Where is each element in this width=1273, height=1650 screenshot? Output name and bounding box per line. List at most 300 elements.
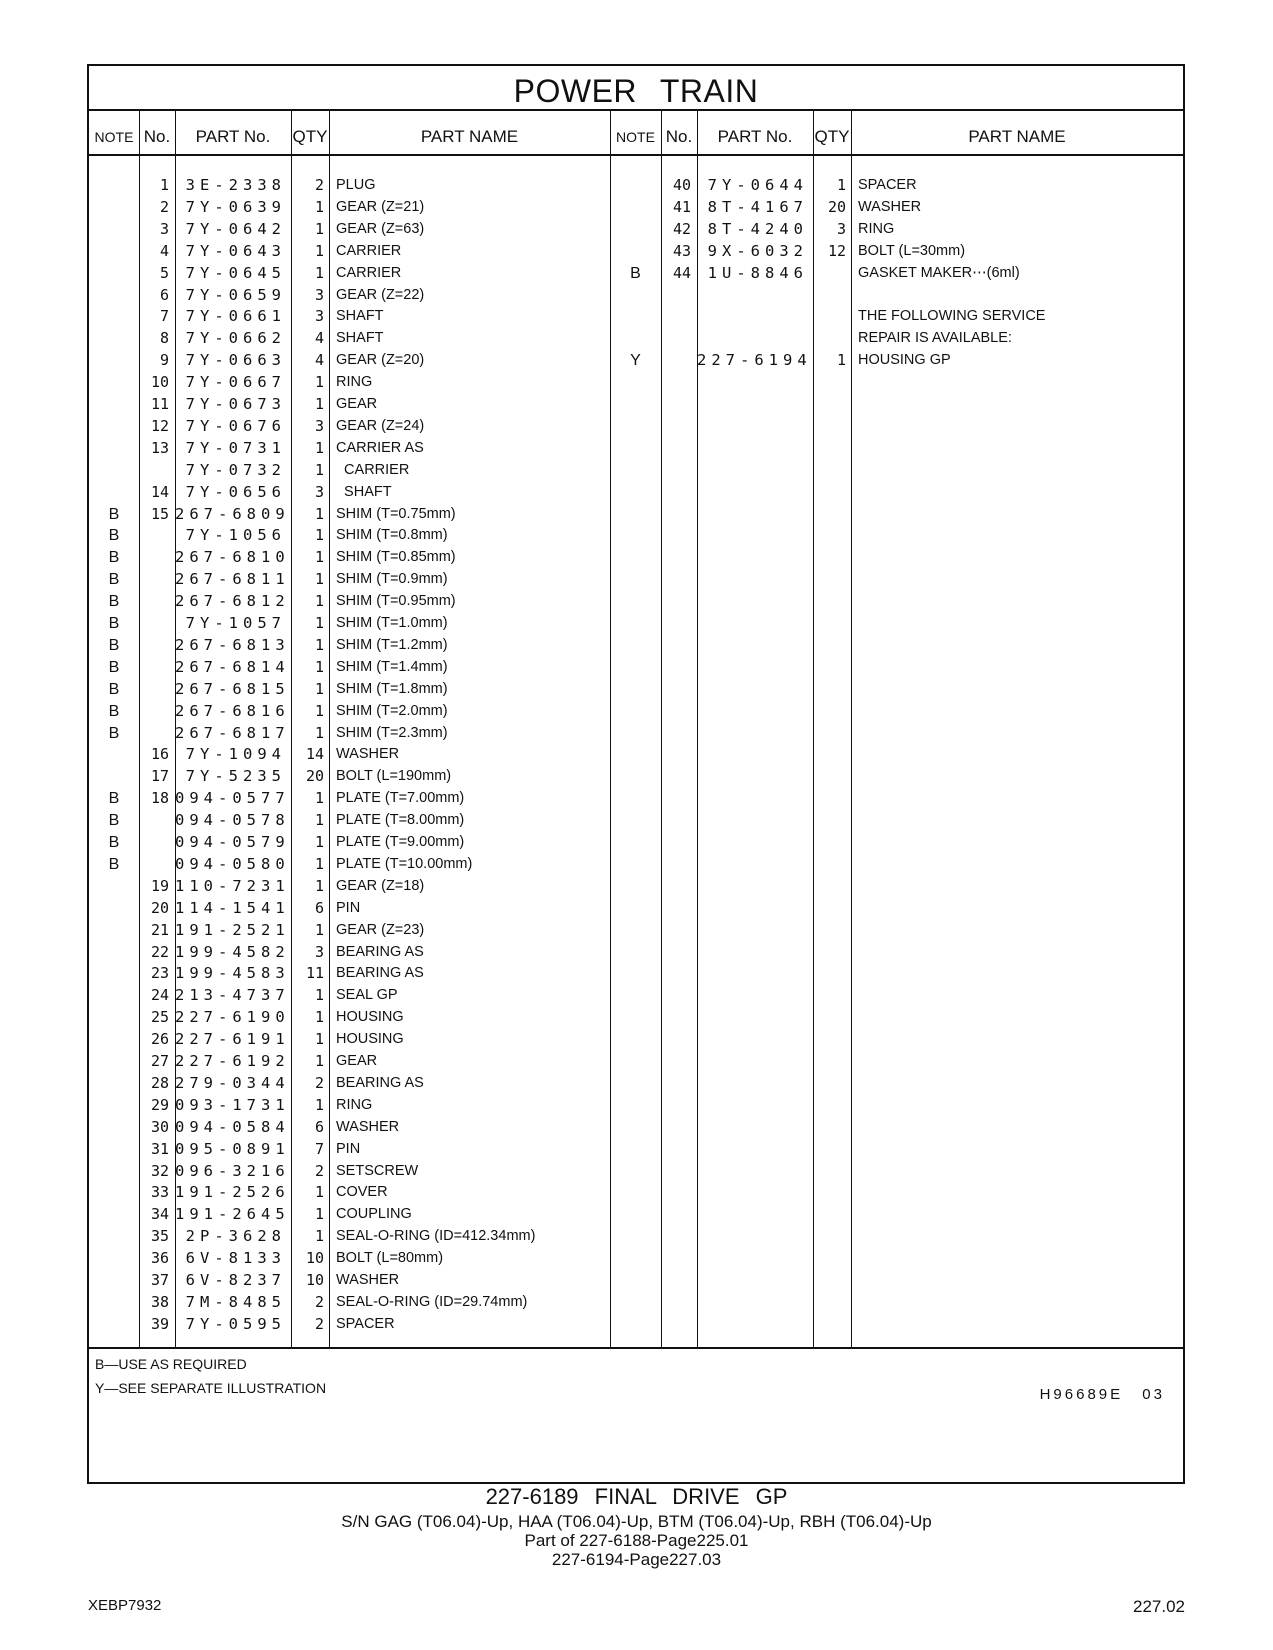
row-part: 096-3216 bbox=[175, 1161, 290, 1180]
row-part: 213-4737 bbox=[175, 986, 290, 1005]
row-note bbox=[89, 393, 139, 416]
row-note bbox=[89, 897, 139, 920]
row-no bbox=[139, 722, 169, 745]
row-no: 38 bbox=[150, 1292, 169, 1311]
row-qty: 1 bbox=[314, 723, 324, 742]
row-name: THE FOLLOWING SERVICE bbox=[858, 308, 1046, 325]
row-part: 279-0344 bbox=[175, 1073, 290, 1092]
row-name: SHIM (T=2.3mm) bbox=[336, 724, 448, 741]
row-name: BEARING AS bbox=[336, 943, 424, 960]
row-name: SHIM (T=0.8mm) bbox=[336, 527, 448, 544]
row-note bbox=[89, 218, 139, 241]
row-qty: 1 bbox=[314, 1205, 324, 1224]
row-name: BOLT (L=190mm) bbox=[336, 768, 452, 785]
header-no-right: No. bbox=[665, 127, 693, 146]
row-name bbox=[858, 284, 1178, 307]
row-part: 267-6811 bbox=[175, 570, 290, 589]
section-title: POWER TRAIN bbox=[513, 73, 759, 109]
row-no: 39 bbox=[150, 1314, 169, 1333]
row-note bbox=[89, 415, 139, 438]
row-qty: 10 bbox=[305, 1249, 324, 1268]
row-name: BOLT (L=30mm) bbox=[858, 242, 966, 259]
document-id: H96689E 03 bbox=[1039, 1386, 1165, 1403]
row-name: GEAR (Z=63) bbox=[336, 220, 425, 237]
row-part: 7Y-0659 bbox=[185, 285, 286, 304]
footer-page: 227.02 bbox=[1133, 1597, 1185, 1616]
row-part: 7Y-0643 bbox=[185, 241, 286, 260]
row-part: 7Y-1057 bbox=[185, 614, 286, 632]
row-no: 28 bbox=[150, 1073, 169, 1092]
row-qty: 11 bbox=[305, 964, 324, 983]
row-part: 7Y-0661 bbox=[185, 307, 286, 326]
parts-table-frame bbox=[87, 64, 1185, 1484]
row-qty: 1 bbox=[836, 176, 846, 194]
row-part: 7Y-5235 bbox=[185, 767, 286, 786]
row-name: GEAR bbox=[336, 396, 378, 412]
row-part: 6V-8237 bbox=[185, 1271, 286, 1289]
row-name: GEAR (Z=23) bbox=[336, 921, 425, 938]
row-qty: 1 bbox=[314, 1183, 324, 1202]
row-qty: 1 bbox=[314, 373, 324, 392]
row-note bbox=[89, 327, 139, 350]
row-qty bbox=[813, 262, 846, 285]
row-name: RING bbox=[858, 220, 895, 237]
row-note bbox=[89, 196, 139, 219]
row-note bbox=[89, 962, 139, 985]
row-qty: 1 bbox=[314, 592, 324, 611]
row-note bbox=[89, 1094, 139, 1117]
row-name: SHIM (T=0.75mm) bbox=[336, 505, 456, 522]
row-qty: 1 bbox=[314, 789, 324, 808]
row-part: 227-6190 bbox=[175, 1008, 290, 1027]
row-note bbox=[610, 327, 661, 350]
row-note bbox=[89, 481, 139, 504]
row-qty: 1 bbox=[314, 263, 324, 282]
row-no: 10 bbox=[150, 373, 169, 392]
row-qty: 1 bbox=[314, 241, 324, 260]
row-qty: 7 bbox=[314, 1139, 324, 1158]
row-no bbox=[139, 590, 169, 613]
row-note: B bbox=[108, 549, 120, 567]
row-no: 42 bbox=[672, 219, 691, 238]
row-note bbox=[89, 305, 139, 328]
row-name: CARRIER AS bbox=[336, 439, 424, 456]
row-part: 7Y-0676 bbox=[185, 416, 286, 435]
row-note: B bbox=[108, 812, 120, 830]
row-name: RING bbox=[336, 1096, 373, 1113]
row-name: SHAFT bbox=[336, 483, 392, 500]
row-no: 12 bbox=[150, 416, 169, 435]
row-qty: 1 bbox=[314, 876, 324, 895]
row-note: B bbox=[108, 658, 120, 676]
row-part: 114-1541 bbox=[175, 898, 290, 917]
row-note bbox=[610, 305, 661, 328]
row-qty: 1 bbox=[314, 679, 324, 698]
row-part: 7Y-0642 bbox=[185, 219, 286, 238]
row-note: B bbox=[630, 264, 641, 282]
row-no: 44 bbox=[672, 263, 691, 282]
row-qty: 1 bbox=[314, 854, 324, 873]
row-qty: 6 bbox=[314, 1117, 324, 1136]
row-note: B bbox=[108, 702, 120, 720]
row-name: PIN bbox=[336, 1140, 361, 1157]
row-qty: 1 bbox=[314, 920, 324, 939]
row-no: 8 bbox=[159, 329, 169, 348]
row-part: 267-6809 bbox=[175, 504, 290, 523]
row-qty: 1 bbox=[314, 1095, 324, 1114]
row-part: 7M-8485 bbox=[185, 1292, 286, 1311]
row-qty: 2 bbox=[314, 1073, 324, 1092]
row-no bbox=[139, 459, 169, 482]
row-note bbox=[89, 1050, 139, 1073]
row-part: 7Y-0595 bbox=[185, 1314, 286, 1333]
row-qty: 4 bbox=[314, 351, 324, 370]
row-part: 8T-4240 bbox=[707, 219, 808, 238]
row-note: B bbox=[108, 527, 120, 545]
row-qty bbox=[813, 284, 846, 307]
row-no: 13 bbox=[150, 438, 169, 457]
row-note: B bbox=[108, 593, 120, 611]
row-no bbox=[139, 678, 169, 701]
row-part: 191-2526 bbox=[175, 1183, 290, 1202]
row-qty: 1 bbox=[314, 614, 324, 632]
row-note: B bbox=[108, 505, 120, 523]
row-name: GEAR bbox=[336, 1053, 378, 1069]
row-qty: 1 bbox=[314, 635, 324, 654]
row-note: B bbox=[108, 636, 120, 654]
row-no bbox=[139, 700, 169, 723]
row-note bbox=[89, 765, 139, 788]
row-part: 7Y-0732 bbox=[185, 460, 286, 479]
row-qty: 1 bbox=[314, 1008, 324, 1027]
row-no: 41 bbox=[672, 197, 691, 216]
row-no: 9 bbox=[159, 351, 169, 370]
row-part: 095-0891 bbox=[175, 1139, 290, 1158]
row-part: 094-0579 bbox=[175, 833, 290, 851]
row-no bbox=[139, 853, 169, 876]
row-name: SEAL GP bbox=[336, 987, 398, 1004]
row-qty: 3 bbox=[314, 942, 324, 961]
row-no: 20 bbox=[150, 898, 169, 917]
caption-serial: S/N GAG (T06.04)-Up, HAA (T06.04)-Up, BTM (T06.04)-Up, RBH (T06.04)-Up bbox=[341, 1512, 932, 1531]
row-no: 31 bbox=[150, 1139, 169, 1158]
row-note bbox=[89, 1028, 139, 1051]
row-no: 29 bbox=[150, 1095, 169, 1114]
row-qty bbox=[813, 305, 846, 328]
row-no: 6 bbox=[159, 285, 169, 304]
row-part: 7Y-0639 bbox=[185, 197, 286, 216]
row-qty: 1 bbox=[314, 526, 324, 545]
row-qty: 1 bbox=[314, 438, 324, 457]
row-note bbox=[89, 1247, 139, 1270]
header-qty-left: QTY bbox=[292, 127, 328, 146]
header-name-right: PART NAME bbox=[968, 127, 1066, 146]
row-note bbox=[89, 1160, 139, 1183]
row-name: SHIM (T=2.0mm) bbox=[336, 702, 448, 719]
row-note bbox=[89, 349, 139, 372]
row-name: PLATE (T=10.00mm) bbox=[336, 855, 473, 872]
row-qty: 1 bbox=[314, 1227, 324, 1246]
row-qty: 1 bbox=[314, 460, 324, 479]
row-note bbox=[610, 218, 661, 241]
col-sep bbox=[851, 110, 852, 1348]
row-name: WASHER bbox=[336, 1118, 400, 1135]
row-no bbox=[139, 809, 169, 832]
row-no: 36 bbox=[150, 1249, 169, 1268]
row-no bbox=[139, 612, 169, 635]
row-qty: 4 bbox=[314, 329, 324, 348]
row-name: GEAR (Z=20) bbox=[336, 352, 425, 369]
row-qty: 3 bbox=[314, 307, 324, 326]
row-name: SHIM (T=1.4mm) bbox=[336, 658, 448, 675]
row-no bbox=[139, 524, 169, 547]
row-no: 37 bbox=[150, 1271, 169, 1289]
header-divider bbox=[89, 154, 1183, 156]
row-no: 7 bbox=[159, 307, 169, 326]
row-qty: 2 bbox=[314, 1161, 324, 1180]
row-name: CARRIER bbox=[336, 264, 402, 281]
row-name: REPAIR IS AVAILABLE: bbox=[858, 330, 1012, 347]
row-name: SEAL-O-RING (ID=29.74mm) bbox=[336, 1293, 528, 1310]
title-divider bbox=[89, 109, 1183, 111]
row-part: 110-7231 bbox=[175, 876, 290, 895]
row-note bbox=[89, 1269, 139, 1292]
row-note: B bbox=[108, 680, 120, 698]
row-part: 267-6813 bbox=[175, 635, 290, 654]
legend-b: B—USE AS REQUIRED bbox=[95, 1356, 247, 1372]
row-name: COVER bbox=[336, 1184, 388, 1201]
row-part: 267-6810 bbox=[175, 548, 290, 567]
row-no: 21 bbox=[150, 920, 169, 939]
row-note bbox=[89, 1181, 139, 1204]
row-part: 094-0584 bbox=[175, 1117, 290, 1136]
row-no: 3 bbox=[159, 219, 169, 238]
row-note bbox=[89, 743, 139, 766]
row-note bbox=[89, 1291, 139, 1314]
row-note bbox=[89, 1072, 139, 1095]
row-part: 7Y-0645 bbox=[185, 263, 286, 282]
row-part: 7Y-0731 bbox=[185, 438, 286, 457]
row-note bbox=[89, 459, 139, 482]
caption-title: 227-6189 FINAL DRIVE GP bbox=[485, 1484, 788, 1509]
row-note bbox=[89, 875, 139, 898]
row-part: 094-0580 bbox=[175, 854, 290, 873]
row-qty: 1 bbox=[314, 548, 324, 567]
row-part: 199-4582 bbox=[175, 942, 290, 961]
row-part: 7Y-0673 bbox=[185, 395, 286, 413]
row-note bbox=[89, 284, 139, 307]
row-note bbox=[89, 371, 139, 394]
row-qty: 3 bbox=[314, 285, 324, 304]
row-note bbox=[89, 437, 139, 460]
row-name: HOUSING bbox=[336, 1031, 404, 1048]
col-sep bbox=[329, 110, 330, 1348]
row-note bbox=[610, 174, 661, 197]
row-name: SHIM (T=1.8mm) bbox=[336, 680, 448, 697]
row-part: 7Y-0644 bbox=[707, 176, 808, 194]
row-name: HOUSING GP bbox=[858, 352, 951, 369]
row-part: 3E-2338 bbox=[185, 176, 286, 194]
row-part: 7Y-1094 bbox=[185, 745, 286, 764]
row-no: 23 bbox=[150, 964, 169, 983]
row-name: SHIM (T=1.0mm) bbox=[336, 615, 448, 631]
row-qty: 1 bbox=[314, 833, 324, 851]
row-name: BEARING AS bbox=[336, 965, 424, 982]
header-part-left: PART No. bbox=[195, 127, 271, 146]
legend-y: Y—SEE SEPARATE ILLUSTRATION bbox=[95, 1380, 327, 1396]
row-note bbox=[89, 1225, 139, 1248]
row-name: SHIM (T=0.85mm) bbox=[336, 549, 456, 566]
row-note bbox=[89, 941, 139, 964]
row-name: RING bbox=[336, 374, 373, 391]
row-no bbox=[661, 327, 691, 350]
row-name: COUPLING bbox=[336, 1206, 412, 1223]
row-name: SPACER bbox=[336, 1315, 395, 1332]
row-part: 7Y-0656 bbox=[185, 482, 286, 501]
row-note bbox=[89, 174, 139, 197]
row-no: 15 bbox=[150, 504, 169, 523]
header-note-right: NOTE bbox=[616, 129, 655, 145]
row-name: GASKET MAKER⋯(6ml) bbox=[858, 264, 1020, 281]
row-qty: 10 bbox=[305, 1271, 324, 1289]
row-no: 35 bbox=[150, 1227, 169, 1246]
row-part: 6V-8133 bbox=[185, 1249, 286, 1268]
row-part: 267-6816 bbox=[175, 701, 290, 720]
row-no: 2 bbox=[159, 197, 169, 216]
row-qty: 1 bbox=[314, 811, 324, 830]
row-part: 191-2645 bbox=[175, 1205, 290, 1224]
row-no bbox=[661, 284, 691, 307]
row-part bbox=[697, 327, 808, 350]
row-no bbox=[139, 634, 169, 657]
footer-code: XEBP7932 bbox=[88, 1597, 162, 1614]
row-name: HOUSING bbox=[336, 1009, 404, 1026]
header-part-right: PART No. bbox=[717, 127, 793, 146]
row-part: 8T-4167 bbox=[707, 197, 808, 216]
row-part: 7Y-0662 bbox=[185, 329, 286, 348]
row-part: 7Y-1056 bbox=[185, 526, 286, 545]
row-qty: 14 bbox=[305, 745, 324, 764]
row-no: 26 bbox=[150, 1030, 169, 1049]
row-no: 18 bbox=[150, 789, 169, 808]
row-name: CARRIER bbox=[336, 242, 402, 259]
row-part: 9X-6032 bbox=[707, 241, 808, 260]
row-no: 43 bbox=[672, 241, 691, 260]
row-note bbox=[89, 984, 139, 1007]
row-qty: 1 bbox=[314, 986, 324, 1005]
header-qty-right: QTY bbox=[814, 127, 850, 146]
row-note bbox=[89, 262, 139, 285]
row-note: B bbox=[108, 834, 120, 851]
row-name: WASHER bbox=[858, 198, 922, 215]
row-name: SETSCREW bbox=[336, 1162, 419, 1179]
row-qty: 1 bbox=[314, 701, 324, 720]
row-part: 267-6817 bbox=[175, 723, 290, 742]
row-qty: 1 bbox=[836, 351, 846, 370]
row-note bbox=[89, 919, 139, 942]
row-part: 199-4583 bbox=[175, 964, 290, 983]
row-note: B bbox=[108, 855, 120, 873]
row-qty: 1 bbox=[314, 219, 324, 238]
table-bottom-divider bbox=[89, 1347, 1183, 1349]
header-no-left: No. bbox=[143, 127, 171, 146]
row-note bbox=[89, 1313, 139, 1336]
row-part: 267-6812 bbox=[175, 592, 290, 611]
row-no bbox=[139, 568, 169, 591]
row-note bbox=[89, 240, 139, 263]
row-no: 24 bbox=[150, 986, 169, 1005]
row-no: 11 bbox=[150, 395, 169, 413]
row-no: 25 bbox=[150, 1008, 169, 1027]
row-name: GEAR (Z=21) bbox=[336, 198, 425, 215]
row-qty: 1 bbox=[314, 1030, 324, 1049]
row-name: PLATE (T=9.00mm) bbox=[336, 834, 465, 850]
row-no: 4 bbox=[159, 241, 169, 260]
row-part: 094-0577 bbox=[175, 789, 290, 808]
row-name: SHIM (T=0.9mm) bbox=[336, 571, 448, 588]
row-no: 32 bbox=[150, 1161, 169, 1180]
row-part: 7Y-0663 bbox=[185, 351, 286, 370]
row-part: 191-2521 bbox=[175, 920, 290, 939]
row-name: PLATE (T=8.00mm) bbox=[336, 812, 465, 829]
row-no: 40 bbox=[672, 176, 691, 194]
row-name: BOLT (L=80mm) bbox=[336, 1250, 444, 1267]
row-name: SHIM (T=0.95mm) bbox=[336, 593, 456, 610]
row-part: 227-6191 bbox=[175, 1030, 290, 1049]
row-qty: 3 bbox=[314, 482, 324, 501]
row-part: 227-6192 bbox=[175, 1052, 290, 1070]
row-qty: 1 bbox=[314, 504, 324, 523]
row-no bbox=[139, 656, 169, 679]
row-qty: 1 bbox=[314, 1052, 324, 1070]
row-name: PIN bbox=[336, 899, 361, 916]
row-no bbox=[661, 349, 691, 372]
row-qty: 1 bbox=[314, 657, 324, 676]
row-name: BEARING AS bbox=[336, 1074, 424, 1091]
row-qty: 1 bbox=[314, 197, 324, 216]
row-no: 5 bbox=[159, 263, 169, 282]
row-name: GEAR (Z=22) bbox=[336, 286, 425, 303]
row-note: B bbox=[108, 790, 120, 808]
row-qty: 20 bbox=[827, 197, 846, 216]
row-part: 094-0578 bbox=[175, 811, 290, 830]
row-part: 7Y-0667 bbox=[185, 373, 286, 392]
caption-ref: 227-6194-Page227.03 bbox=[551, 1550, 722, 1569]
row-no: 22 bbox=[150, 942, 169, 961]
row-qty bbox=[813, 327, 846, 350]
row-note: B bbox=[108, 571, 120, 589]
row-no bbox=[139, 546, 169, 569]
row-no bbox=[661, 305, 691, 328]
row-qty: 1 bbox=[314, 395, 324, 413]
row-note bbox=[610, 196, 661, 219]
row-note bbox=[610, 240, 661, 263]
row-name: PLUG bbox=[336, 177, 376, 193]
row-name: SPACER bbox=[858, 177, 917, 193]
row-no: 30 bbox=[150, 1117, 169, 1136]
row-part bbox=[697, 305, 808, 328]
row-part: 2P-3628 bbox=[185, 1227, 286, 1246]
row-name: GEAR (Z=18) bbox=[336, 877, 425, 894]
row-name: SHIM (T=1.2mm) bbox=[336, 636, 448, 653]
row-note: B bbox=[108, 615, 120, 632]
row-name: SHAFT bbox=[336, 330, 384, 347]
row-name: WASHER bbox=[336, 1272, 400, 1288]
row-qty: 6 bbox=[314, 898, 324, 917]
row-part: 267-6815 bbox=[175, 679, 290, 698]
row-qty: 1 bbox=[314, 570, 324, 589]
row-qty: 2 bbox=[314, 1292, 324, 1311]
